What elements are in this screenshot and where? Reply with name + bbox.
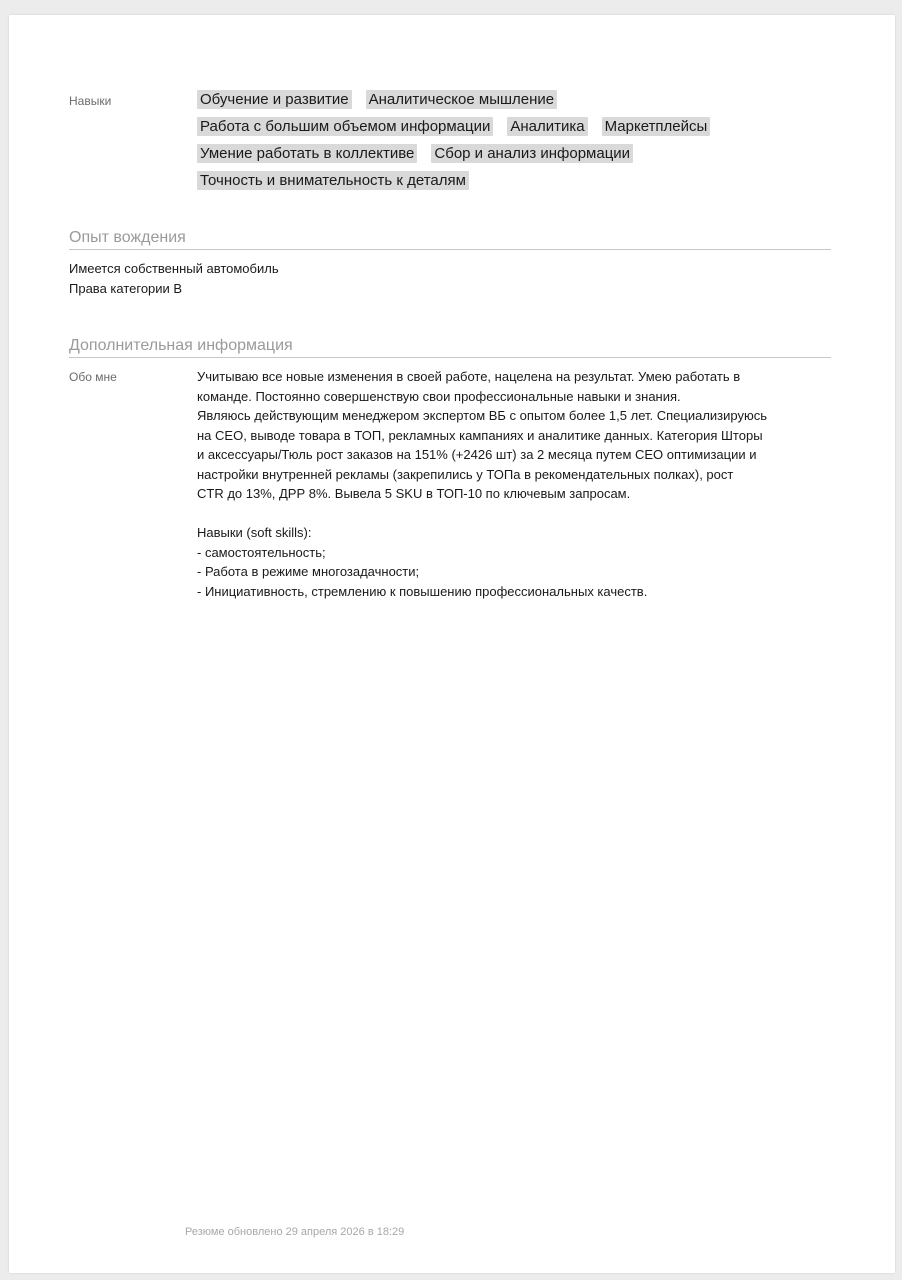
skills-tags — [197, 90, 837, 198]
resume-updated-footer: Резюме обновлено 29 апреля 2026 в 18:29 — [185, 1226, 405, 1238]
about-line: настройки внутренней рекламы (закрепились у ТОПа в рекомендательных полках), рост — [197, 466, 734, 482]
skill-tag: Аналитическое мышление — [366, 90, 557, 109]
about-line: - Работа в режиме многозадачности; — [197, 564, 420, 579]
about-line: и аксессуары/Тюль рост заказов на 151% (+2426 шт) за 2 месяца путем СЕО оптимизации и — [197, 447, 757, 462]
resume-page — [9, 15, 895, 1273]
driving-license-category: Права категории B — [69, 281, 183, 296]
skill-tag: Маркетплейсы — [602, 117, 711, 136]
about-label: Обо мне — [69, 370, 117, 384]
about-line: CTR до 13%, ДРР 8%. Вывела 5 SKU в ТОП-10 по ключевым запросам. — [197, 486, 631, 501]
skills-line — [197, 90, 837, 117]
skills-line — [197, 171, 837, 198]
about-line: Учитываю все новые изменения в своей работе, нацелена на результат. Умею работать в — [197, 369, 741, 384]
skill-tag: Точность и внимательность к деталям — [197, 171, 469, 190]
skill-tag: Сбор и анализ информации — [431, 144, 633, 163]
about-text — [197, 367, 837, 601]
about-line: команде. Постоянно совершенствую свои профессиональные навыки и знания. — [197, 388, 681, 404]
about-line: на СЕО, выводе товара в ТОП, рекламных кампаниях и аналитике данных. Категория Шторы — [197, 427, 763, 443]
skill-tag: Умение работать в коллективе — [197, 144, 417, 163]
skills-line — [197, 117, 837, 144]
about-line: Являюсь действующим менеджером экспертом ВБ с опытом более 1,5 лет. Специализируюсь — [197, 408, 767, 423]
skills-label: Навыки — [69, 94, 112, 108]
about-line: - Инициативность, стремлению к повышению профессиональных качеств. — [197, 583, 648, 599]
skill-tag: Аналитика — [507, 117, 587, 136]
skill-tag: Работа с большим объемом информации — [197, 117, 493, 136]
skill-tag: Обучение и развитие — [197, 90, 352, 109]
skills-line — [197, 144, 837, 171]
about-line: Навыки (soft skills): — [197, 525, 312, 540]
driving-own-car: Имеется собственный автомобиль — [69, 261, 279, 276]
additional-section-title: Дополнительная информация — [69, 336, 831, 358]
driving-section-title: Опыт вождения — [69, 228, 831, 250]
about-line: - самостоятельность; — [197, 544, 326, 560]
